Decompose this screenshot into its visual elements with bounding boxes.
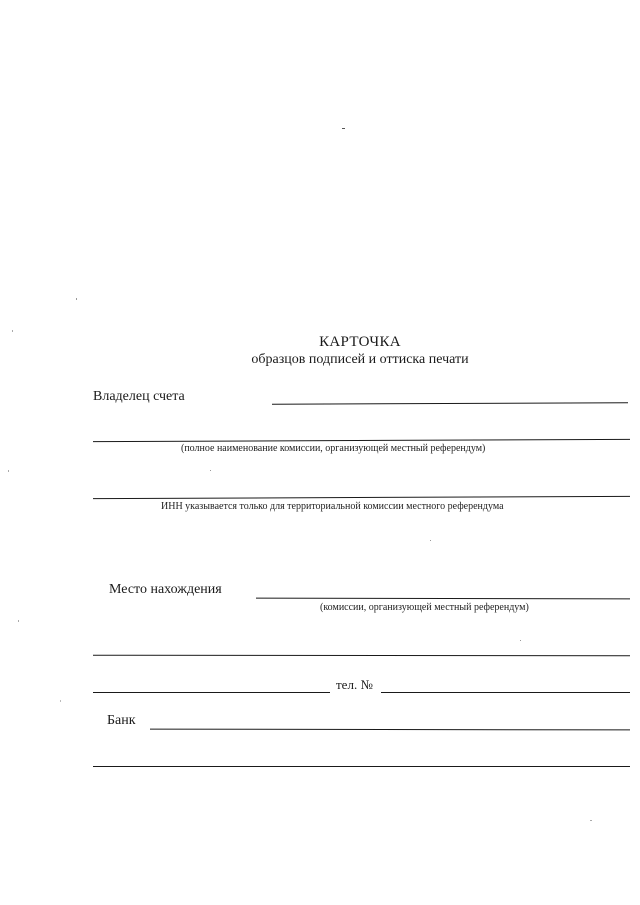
location-line-2 bbox=[93, 655, 630, 656]
card-subtitle: образцов подписей и оттиска печати bbox=[251, 352, 469, 367]
owner-line-2 bbox=[93, 439, 630, 442]
owner-label: Владелец счета bbox=[93, 389, 185, 404]
phone-label: тел. № bbox=[336, 677, 373, 692]
scan-speck bbox=[430, 540, 431, 541]
bank-line-1 bbox=[150, 729, 630, 731]
owner-note: (полное наименование комиссии, организующей местный референдум) bbox=[181, 443, 486, 454]
scan-speck bbox=[210, 470, 211, 471]
scan-speck bbox=[8, 470, 9, 472]
owner-line-1 bbox=[272, 402, 628, 405]
phone-left-line bbox=[93, 692, 330, 693]
bank-line-2 bbox=[93, 766, 630, 767]
inn-line bbox=[93, 496, 630, 499]
location-line-1 bbox=[256, 598, 630, 600]
scan-speck bbox=[520, 640, 521, 641]
phone-line bbox=[381, 692, 630, 693]
scan-speck bbox=[76, 298, 77, 300]
inn-note: ИНН указывается только для территориальной комиссии местного референдума bbox=[161, 501, 504, 512]
scan-speck bbox=[12, 330, 13, 332]
location-label: Место нахождения bbox=[109, 582, 222, 597]
bank-label: Банк bbox=[107, 713, 136, 728]
scan-speck bbox=[60, 700, 61, 702]
scan-speck bbox=[590, 820, 592, 821]
scan-speck bbox=[342, 128, 345, 129]
scan-speck bbox=[18, 620, 19, 622]
location-note: (комиссии, организующей местный референдум) bbox=[320, 602, 529, 613]
card-title: КАРТОЧКА bbox=[319, 334, 401, 350]
